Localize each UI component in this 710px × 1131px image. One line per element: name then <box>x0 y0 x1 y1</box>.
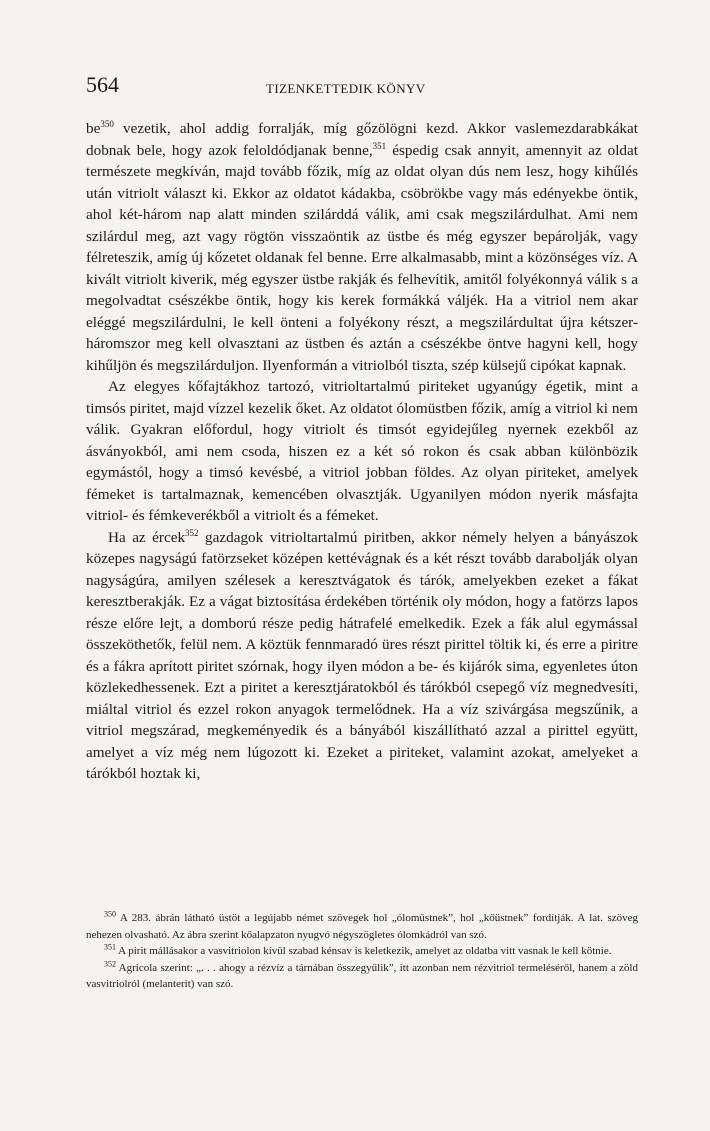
text-run: vezetik, ahol addig forralják, míg gőzölögni kezd. Akkor vaslemezdarabkákat dobnak bele, hogy azok feloldódjanak benne, <box>86 120 638 159</box>
page-header <box>86 72 638 102</box>
footnote-ref: 350 <box>104 909 116 919</box>
paragraph <box>86 118 638 376</box>
footnote-ref: 352 <box>104 958 116 968</box>
body-text <box>86 118 638 785</box>
footnote <box>86 960 638 993</box>
text-run: Agricola szerint: „. . . ahogy a rézvíz a tárnában összegyűlik”, itt azonban nem rézvitriol termeléséről, hanem a zöld vasvitriolról (melanterit) van szó. <box>86 961 638 990</box>
footnote <box>86 943 638 960</box>
footnote-ref: 351 <box>104 942 116 952</box>
footnote-ref: 352 <box>185 527 199 538</box>
text-run: be <box>86 120 101 137</box>
text-run: Ha az ércek <box>108 528 186 546</box>
text-run: Az elegyes kőfajtákhoz tartozó, vitrioltartalmú piriteket ugyanúgy égetik, mint a timsós piritet, majd vízzel kezelik őket. Az oldatot ólomüstben főzik, amíg a vitriol ki nem válik. Gyakran előfordul, hogy vitriolt és timsót egyidejűleg nyernek ezekből az ásványokból, ami nem csoda, hiszen ez a két só rokon és csak abban különbözik egymástól, hogy a timsó kevésbé, a vitriol jobban földes. Az olyan piriteket, amelyek fémeket is tartalmaznak, kemencében olvasztják. Ugyanilyen módon nyerik másfajta vitriol- és fémkeverékből a vitriolt és a fémeket. <box>86 378 638 524</box>
footnotes <box>86 910 638 993</box>
text-run: A 283. ábrán látható üstöt a legújabb német szövegek hol „ólomüstnek”, hol „kőüstnek” fordítják. A lat. szöveg nehezen olvasható. Az ábra szerint kőalapzaton nyugvó négyszögletes ólomkádról van szó. <box>86 912 638 941</box>
text-run: éspedig csak annyit, amennyit az oldat természete megkíván, majd tovább főzik, míg az oldat olyan dús nem lesz, hogy kihűlés után vitriolt választ ki. Ekkor az oldatot kádakba, csöbrökbe vagy más edényekbe öntik, ahol két-három nap alatt minden szilárddá válik, ami csak megszilárdulhat. Ami nem szilárdul meg, azt vagy rögtön visszaöntik az üstbe és még egyszer bepárolják, vagy félreteszik, amíg új kőzetet oldanak fel benne. Erre alkalmasabb, mint a közönséges víz. A kivált vitriolt kiverik, még egyszer üstbe rakják és felhevítik, amitől folyékonnyá válik s a megolvadtat csészékbe öntik, hogy kis kerek formákká váljék. Ha a vitriol nem akar eléggé megszilárdulni, le kell önteni a folyékony részt, a megszilárdultat újra kétszer-háromszor meg kell olvasztani az üstben és aztán a csészékbe öntve hagyni kell, hogy kihűljön és megszilárduljon. Ilyenformán a vitriolból tiszta, szép külsejű cipókat kapnak. <box>86 141 638 374</box>
paragraph <box>86 376 638 527</box>
page-number: 564 <box>86 72 119 97</box>
text-run: gazdagok vitrioltartalmú piritben, akkor némely helyen a bányászok közepes nagyságú fatörzseket középen kettévágnak és a két részt tovább darabolják olyan nagyságúra, amilyen szélesek a keresztvágatok és tárók, amelyekben ezeket a fákat keresztberakják. Ez a vágat biztosítása érdekében történik oly módon, hogy a fatörzs lapos része előre lejt, a domború része pedig hátrafelé emelkedik. Ezek a fák alul egymással összeköthetők, felül nem. A köztük fennmaradó üres részt pirittel töltik ki, és erre a piritre és a fákra aprított piritet szórnak, hogy ilyen módon a be- és kijárók sima, egyenletes úton közlekedhessenek. Ezt a piritet a keresztjáratokból és tárókból csepegő víz megnedvesíti, miáltal vitriol és ezzel rokon anyagok termelődnek. Ha a víz szivárgása megszűnik, a vitriol megszárad, megkeményedik és a bányából kiszállítható azzal a pirittel együtt, amelyet a víz még nem lúgozott ki. Ezeket a piriteket, valamint azokat, amelyeket a tárókból hoztak ki, <box>86 528 638 782</box>
footnote-ref: 350 <box>100 118 114 129</box>
running-title: TIZENKETTEDIK KÖNYV <box>266 81 426 96</box>
paragraph <box>86 527 638 785</box>
footnote <box>86 910 638 943</box>
footnote-ref: 351 <box>372 140 387 151</box>
text-run: A pirit mállásakor a vasvitriolon kívül szabad kénsav is keletkezik, amelyet az oldatba vitt vasnak le kell kötnie. <box>116 945 612 957</box>
